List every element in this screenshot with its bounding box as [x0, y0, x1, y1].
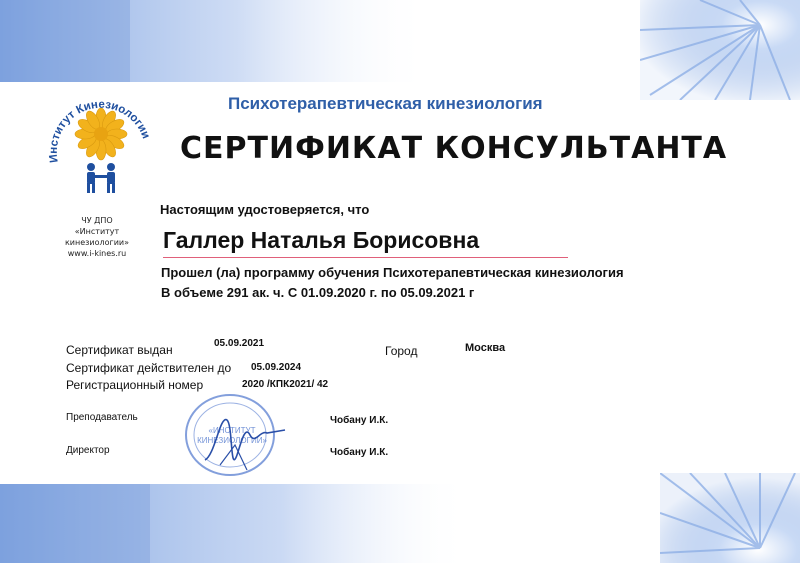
stamp-line-1: «ИНСТИТУТ: [208, 426, 256, 435]
teacher-name: Чобану И.К.: [330, 415, 389, 426]
valid-label: Сертификат действителен до: [66, 361, 232, 375]
city-label: Город: [385, 344, 418, 358]
reg-label: Регистрационный номер: [66, 378, 204, 392]
issued-label: Сертификат выдан: [66, 343, 173, 357]
city-value: Москва: [465, 342, 506, 354]
org-line-2: «Институт: [74, 227, 120, 236]
reg-number: 2020 /КПК2021/ 42: [242, 379, 329, 390]
certificate-title: СЕРТИФИКАТ КОНСУЛЬТАНТА: [180, 131, 728, 166]
issued-date: 05.09.2021: [214, 338, 265, 349]
director-name: Чобану И.К.: [330, 447, 389, 458]
logo-arc-text: Институт Кинезиологии: [47, 98, 152, 164]
decor-bottom-right: [660, 473, 800, 563]
certificate-subtitle: Психотерапевтическая кинезиология: [228, 94, 543, 113]
name-underline: [163, 257, 568, 258]
teacher-label: Преподаватель: [66, 412, 138, 423]
flower-with-two-people-icon: [46, 92, 156, 212]
org-website: www.i-kines.ru: [67, 249, 127, 258]
org-line-1: ЧУ ДПО: [81, 216, 113, 225]
org-line-3: кинезиологии»: [64, 238, 130, 247]
volume-line: В объеме 291 ак. ч. С 01.09.2020 г. по 05.09.2021 г: [161, 285, 475, 300]
director-label: Директор: [66, 445, 110, 456]
decor-top-right: [640, 0, 800, 100]
decor-top-left: [0, 0, 430, 90]
certify-text: Настоящим удостоверяется, что: [160, 202, 370, 217]
valid-date: 05.09.2024: [251, 362, 302, 373]
program-line: Прошел (ла) программу обучения Психотерапевтическая кинезиология: [161, 265, 624, 280]
stamp-line-2: КИНЕЗИОЛОГИИ»: [197, 436, 267, 445]
round-seal-stamp: [175, 385, 295, 490]
recipient-name: Галлер Наталья Борисовна: [163, 227, 480, 253]
